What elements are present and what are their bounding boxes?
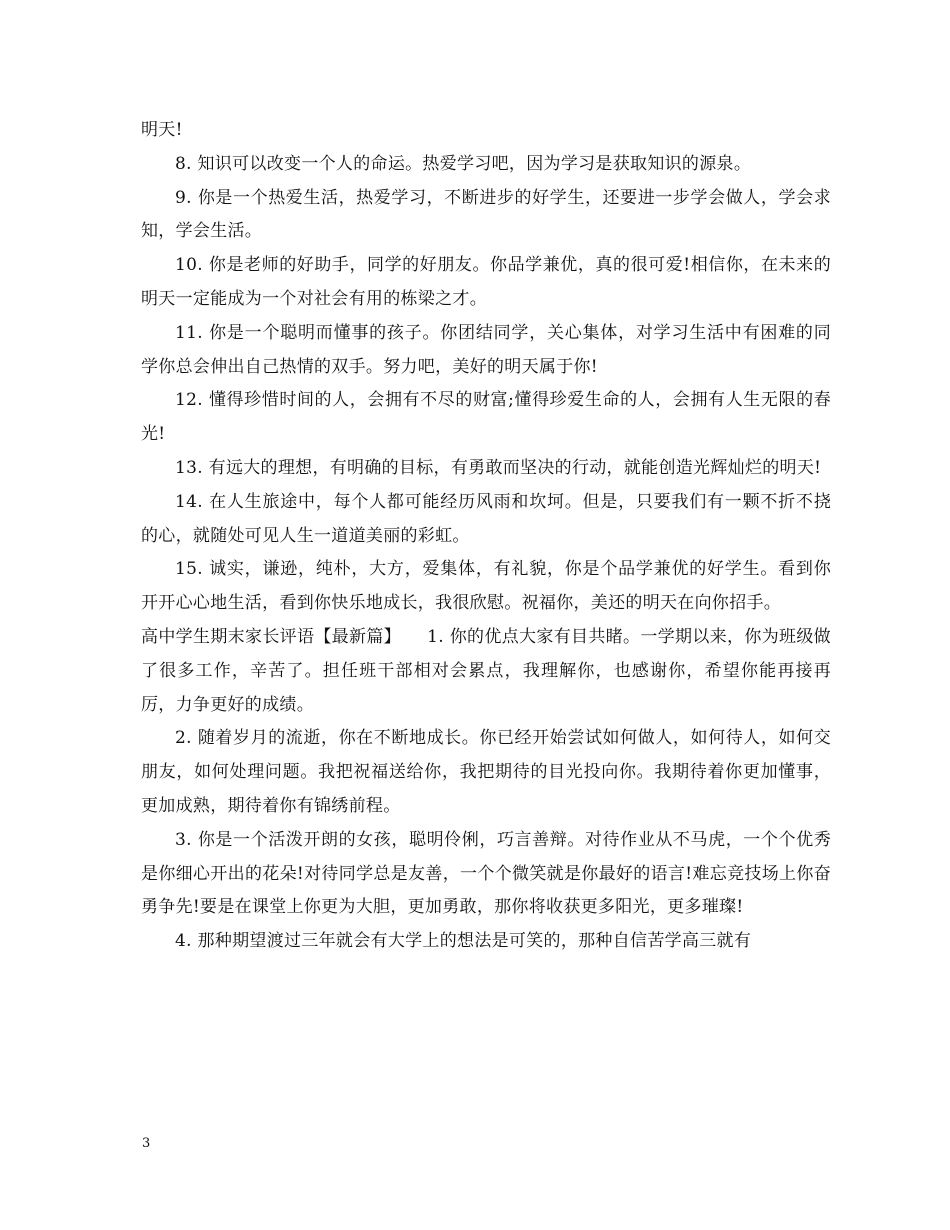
- paragraph-parent-item-2: 2. 随着岁月的流逝，你在不断地成长。你已经开始尝试如何做人，如何待人，如何交朋友，如何处理问题。我把祝福送给你，我把期待的目光投向你。我期待着你更加懂事，更加成熟，期待着你有锦绣前程。: [141, 728, 831, 816]
- paragraph-parent-item-4: 4. 那种期望渡过三年就会有大学上的想法是可笑的，那种自信苦学高三就有: [175, 931, 752, 952]
- paragraph-item-11: 11. 你是一个聪明而懂事的孩子。你团结同学，关心集体，对学习生活中有困难的同学你总会伸出自己热情的双手。努力吧，美好的明天属于你!: [141, 322, 831, 377]
- paragraph-item-14: 14. 在人生旅途中，每个人都可能经历风雨和坎坷。但是，只要我们有一颗不折不挠的心，就随处可见人生一道道美丽的彩虹。: [141, 491, 831, 546]
- paragraph-item-15: 15. 诚实，谦逊，纯朴，大方，爱集体，有礼貌，你是个品学兼优的好学生。看到你开开心心地生活，看到你快乐地成长，我很欣慰。祝福你，美还的明天在向你招手。: [141, 559, 831, 614]
- section-heading-paragraph: 高中学生期末家长评语【最新篇】 1. 你的优点大家有目共睹。一学期以来，你为班级做了很多工作，辛苦了。担任班干部相对会累点，我理解你，也感谢你，希望你能再接再厉，力争更好的成绩。: [141, 626, 831, 715]
- paragraph-item-10: 10. 你是老师的好助手，同学的好朋友。你品学兼优，真的很可爱!相信你，在未来的明天一定能成为一个对社会有用的栋梁之才。: [141, 255, 831, 309]
- paragraph-parent-item-3: 3. 你是一个活泼开朗的女孩，聪明伶俐，巧言善辩。对待作业从不马虎，一个个优秀是你细心开出的花朵!对待同学总是友善，一个个微笑就是你最好的语言!难忘竞技场上你奋勇争先!要是在课堂上你更为大胆，更加勇敢，那你将收获更多阳光，更多璀璨!: [141, 829, 831, 918]
- paragraph-item-8: 8. 知识可以改变一个人的命运。热爱学习吧，因为学习是获取知识的源泉。: [175, 153, 752, 174]
- paragraph-item-12: 12. 懂得珍惜时间的人，会拥有不尽的财富;懂得珍爱生命的人，会拥有人生无限的春光!: [141, 390, 831, 445]
- paragraph-item-13: 13. 有远大的理想，有明确的目标，有勇敢而坚决的行动，就能创造光辉灿烂的明天!: [175, 457, 822, 478]
- page-number: 3: [142, 1136, 151, 1151]
- document-body: [141, 114, 831, 959]
- paragraph-continuation: 明天!: [141, 120, 183, 140]
- paragraph-item-9: 9. 你是一个热爱生活，热爱学习，不断进步的好学生，还要进一步学会做人，学会求知，学会生活。: [141, 187, 831, 242]
